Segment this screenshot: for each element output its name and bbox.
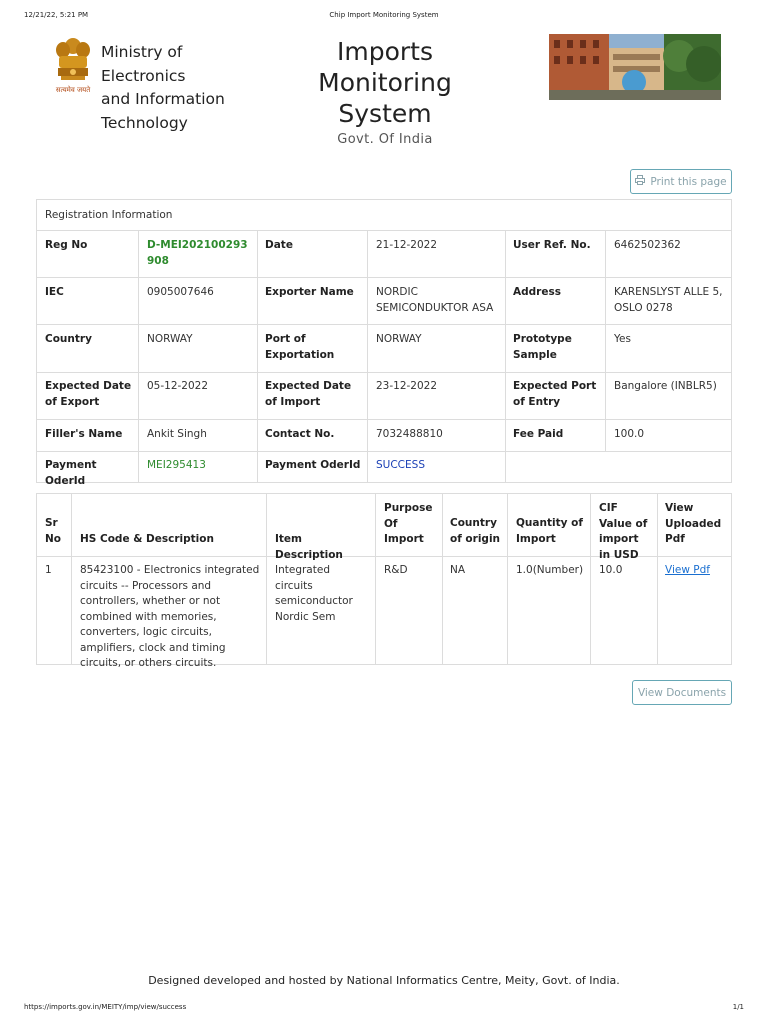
divider <box>505 230 506 483</box>
divider <box>375 493 376 665</box>
national-emblem-logo <box>50 36 96 100</box>
divider <box>138 230 139 483</box>
divider <box>590 493 591 665</box>
divider <box>257 230 258 483</box>
print-button-label: Print this page <box>650 175 727 188</box>
title-line: Monitoring <box>318 68 452 97</box>
iec-label: IEC <box>45 286 64 298</box>
reg-no-label: Reg No <box>45 239 88 251</box>
column-header-qty: Quantity of Import <box>516 517 583 545</box>
country-value: NORWAY <box>147 333 193 345</box>
divider <box>36 277 732 278</box>
printer-icon <box>635 175 645 188</box>
row-cif-value: 10.0 <box>599 564 623 576</box>
date-value: 21-12-2022 <box>376 239 438 251</box>
print-page-button[interactable] <box>630 169 732 194</box>
divider <box>657 493 658 665</box>
reg-no-value: D-MEI202100293908 <box>147 239 248 267</box>
site-footer: Designed developed and hosted by National Informatics Centre, Meity, Govt. of India. <box>148 974 620 987</box>
column-header-purpose: Purpose Of Import <box>384 502 433 545</box>
iec-value: 0905007646 <box>147 286 214 298</box>
print-page-number: 1/1 <box>732 1003 744 1011</box>
fee-value: 100.0 <box>614 428 645 440</box>
divider <box>442 493 443 665</box>
exp-date-export-label: Expected Date of Export <box>45 380 132 408</box>
page-subtitle: Govt. Of India <box>337 132 433 147</box>
divider <box>36 451 732 452</box>
ministry-line: and Information <box>101 90 225 108</box>
divider <box>507 493 508 665</box>
contact-value: 7032488810 <box>376 428 443 440</box>
column-header-country: Country of origin <box>450 517 501 545</box>
exp-date-import-value: 23-12-2022 <box>376 380 438 392</box>
print-url: https://imports.gov.in/MEITY/imp/view/success <box>24 1003 187 1011</box>
row-hs-description: 85423100 - Electronics integrated circuits -- Processors and controllers, whether or not combined with memories, converters, logic circuits, amplifiers, clock and timing circuits, or others circuits. <box>80 564 260 669</box>
view-documents-button[interactable]: View Documents <box>632 680 732 705</box>
print-datetime: 12/21/22, 5:21 PM <box>24 11 89 19</box>
exp-port-entry-label: Expected Port of Entry <box>513 380 597 408</box>
row-item-description: Integrated circuits semiconductor Nordic Sem <box>275 564 353 623</box>
exp-date-import-label: Expected Date of Import <box>265 380 352 408</box>
row-country: NA <box>450 564 466 576</box>
column-header-hs: HS Code & Description <box>80 533 214 545</box>
payment-status-label: Payment OderId <box>265 459 361 471</box>
divider <box>36 230 732 231</box>
divider <box>266 493 267 665</box>
divider <box>367 230 368 483</box>
print-doc-title: Chip Import Monitoring System <box>329 11 439 19</box>
filler-value: Ankit Singh <box>147 428 207 440</box>
user-ref-label: User Ref. No. <box>513 239 591 251</box>
row-purpose: R&D <box>384 564 408 576</box>
column-header-item: Item Description <box>275 533 343 561</box>
prototype-label: Prototype Sample <box>513 333 572 361</box>
divider <box>71 493 72 665</box>
registration-heading: Registration Information <box>45 209 173 221</box>
port-export-value: NORWAY <box>376 333 422 345</box>
row-quantity: 1.0(Number) <box>516 564 584 576</box>
port-export-label: Port of Exportation <box>265 333 335 361</box>
divider <box>36 324 732 325</box>
exporter-label: Exporter Name <box>265 286 354 298</box>
country-label: Country <box>45 333 92 345</box>
ministry-name <box>101 41 225 135</box>
divider <box>36 419 732 420</box>
contact-label: Contact No. <box>265 428 335 440</box>
emblem-motto: सत्यमेव जयते <box>55 86 91 94</box>
view-pdf-link[interactable]: View Pdf <box>665 564 710 576</box>
fee-label: Fee Paid <box>513 428 564 440</box>
column-header-sr: Sr No <box>45 517 62 545</box>
payment-status-value: SUCCESS <box>376 459 425 471</box>
exp-port-entry-value: Bangalore (INBLR5) <box>614 380 717 392</box>
address-label: Address <box>513 286 561 298</box>
payment-id-value: MEI295413 <box>147 459 206 471</box>
date-label: Date <box>265 239 293 251</box>
ministry-line: Electronics <box>101 66 186 85</box>
ministry-line: Technology <box>101 113 188 132</box>
building-photo <box>549 34 721 100</box>
title-line: System <box>338 99 432 128</box>
column-header-cif: CIF Value of import in USD <box>599 502 648 561</box>
prototype-value: Yes <box>614 333 631 345</box>
address-value: KARENSLYST ALLE 5, OSLO 0278 <box>614 286 723 314</box>
divider <box>36 372 732 373</box>
user-ref-value: 6462502362 <box>614 239 681 251</box>
exporter-value: NORDIC SEMICONDUKTOR ASA <box>376 286 494 314</box>
payment-id-label: Payment OderId <box>45 459 97 487</box>
ministry-line: Ministry of <box>101 43 183 61</box>
filler-label: Filler's Name <box>45 428 123 440</box>
title-line: Imports <box>337 37 433 66</box>
column-header-pdf: View Uploaded Pdf <box>665 502 722 545</box>
page-title <box>300 36 470 129</box>
row-sr: 1 <box>45 564 52 576</box>
divider <box>605 230 606 451</box>
exp-date-export-value: 05-12-2022 <box>147 380 209 392</box>
